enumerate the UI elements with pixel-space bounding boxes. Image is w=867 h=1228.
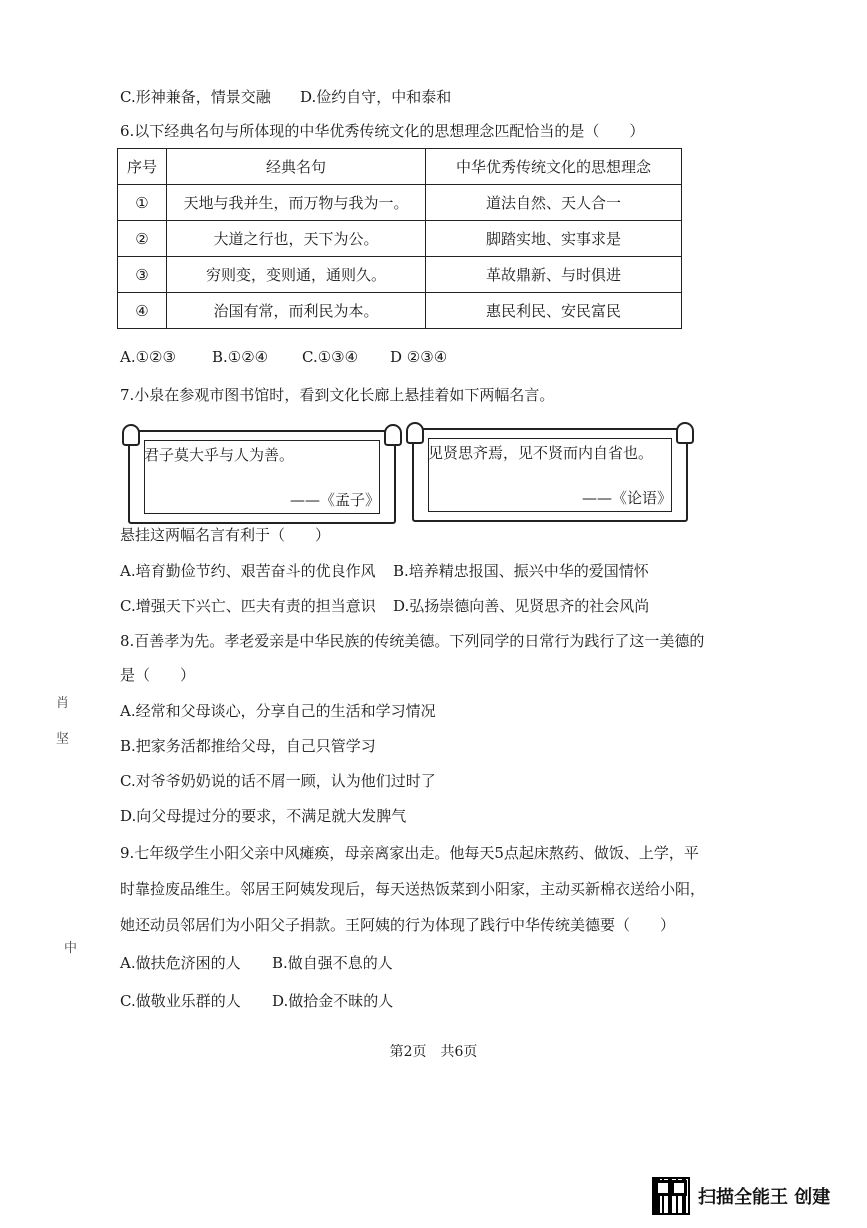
q6-cell-idea: 脚踏实地、实事求是	[426, 221, 682, 257]
q9-stem-line3: 她还动员邻居们为小阳父子捐款。王阿姨的行为体现了践行中华传统美德要（ ）	[120, 916, 676, 934]
margin-mark: 坚	[56, 732, 70, 747]
q9-options-cd	[120, 990, 393, 1012]
q6-cell-no: ①	[118, 185, 167, 221]
q5-options	[120, 86, 451, 108]
scroll-roller-icon	[384, 424, 402, 446]
margin-mark: 中	[64, 941, 78, 956]
q8-option-c: C.对爷爷奶奶说的话不屑一顾，认为他们过时了	[120, 772, 436, 790]
q7-options-cd	[120, 595, 649, 617]
page-number: 第2页 共6页	[389, 1044, 478, 1060]
q7-option-c: C.增强天下兴亡、匹夫有责的担当意识	[120, 597, 376, 615]
margin-mark: 肖	[56, 696, 70, 711]
scroll-source: ——《论语》	[581, 489, 672, 507]
q7-option-a: A.培育勤俭节约、艰苦奋斗的优良作风	[120, 562, 376, 580]
q6-cell-quote: 天地与我并生，而万物与我为一。	[167, 185, 426, 221]
scroll-roller-icon	[406, 422, 424, 444]
q9-stem-line1: 9.七年级学生小阳父亲中风瘫痪，母亲离家出走。他每天5点起床熬药、做饭、上学，平	[120, 844, 699, 862]
q8-option-d: D.向父母提过分的要求，不满足就大发脾气	[120, 807, 407, 825]
scanner-watermark	[652, 1176, 830, 1216]
scroll-roller-icon	[122, 424, 140, 446]
q7-options-ab	[120, 560, 649, 582]
q9-stem-line2: 时靠捡废品维生。邻居王阿姨发现后，每天送热饭菜到小阳家，主动买新棉衣送给小阳，	[120, 880, 706, 898]
q6-cell-quote: 大道之行也，天下为公。	[167, 221, 426, 257]
q6-option-b: B.①②④	[212, 348, 269, 366]
q7-stem: 7.小泉在参观市图书馆时，看到文化长廊上悬挂着如下两幅名言。	[120, 386, 555, 404]
q6-stem: 6.以下经典名句与所体现的中华优秀传统文化的思想理念匹配恰当的是（ ）	[120, 122, 645, 140]
q6-cell-idea: 惠民利民、安民富民	[426, 293, 682, 329]
q6-header-quote: 经典名句	[167, 149, 426, 185]
q6-cell-quote: 穷则变，变则通，通则久。	[167, 257, 426, 293]
q9-option-c: C.做敬业乐群的人	[120, 992, 241, 1010]
q6-cell-no: ③	[118, 257, 167, 293]
qr-code-icon	[652, 1177, 690, 1215]
q8-stem-line2: 是（ ）	[120, 666, 196, 684]
q6-option-d: D ②③④	[390, 348, 448, 366]
table-row	[118, 185, 682, 221]
table-row	[118, 221, 682, 257]
q6-header-idea: 中华优秀传统文化的思想理念	[426, 149, 682, 185]
q6-cell-no: ②	[118, 221, 167, 257]
q6-cell-idea: 革故鼎新、与时俱进	[426, 257, 682, 293]
q5-option-d: D.俭约自守，中和泰和	[300, 88, 452, 106]
q6-options	[120, 346, 447, 368]
q9-option-d: D.做拾金不昧的人	[272, 992, 394, 1010]
q6-header-no: 序号	[118, 149, 167, 185]
table-row	[118, 257, 682, 293]
q6-cell-no: ④	[118, 293, 167, 329]
watermark-text: 扫描全能王 创建	[698, 1187, 831, 1208]
q5-option-c: C.形神兼备，情景交融	[120, 88, 271, 106]
q6-table	[117, 148, 682, 329]
q8-option-b: B.把家务活都推给父母，自己只管学习	[120, 737, 376, 755]
q7-option-b: B.培养精忠报国、振兴中华的爱国情怀	[393, 562, 649, 580]
q7-question: 悬挂这两幅名言有利于（ ）	[120, 526, 331, 544]
q6-option-a: A.①②③	[120, 348, 176, 366]
table-row	[118, 293, 682, 329]
scroll-roller-icon	[676, 422, 694, 444]
q7-option-d: D.弘扬崇德向善、见贤思齐的社会风尚	[393, 597, 650, 615]
q9-options-ab	[120, 952, 393, 974]
q9-option-b: B.做自强不息的人	[272, 954, 393, 972]
q6-cell-quote: 治国有常，而利民为本。	[167, 293, 426, 329]
q8-option-a: A.经常和父母谈心，分享自己的生活和学习情况	[120, 702, 436, 720]
scroll-banner-mencius	[128, 430, 396, 524]
q6-header-row	[118, 149, 682, 185]
q8-stem-line1: 8.百善孝为先。孝老爱亲是中华民族的传统美德。下列同学的日常行为践行了这一美德的	[120, 632, 705, 650]
scroll-source: ——《孟子》	[289, 491, 380, 509]
scroll-quote: 见贤思齐焉，见不贤而内自省也。	[428, 444, 654, 462]
scroll-quote: 君子莫大乎与人为善。	[144, 446, 295, 464]
scroll-banner-analects	[412, 428, 688, 522]
q6-cell-idea: 道法自然、天人合一	[426, 185, 682, 221]
q6-option-c: C.①③④	[302, 348, 359, 366]
q9-option-a: A.做扶危济困的人	[120, 954, 241, 972]
